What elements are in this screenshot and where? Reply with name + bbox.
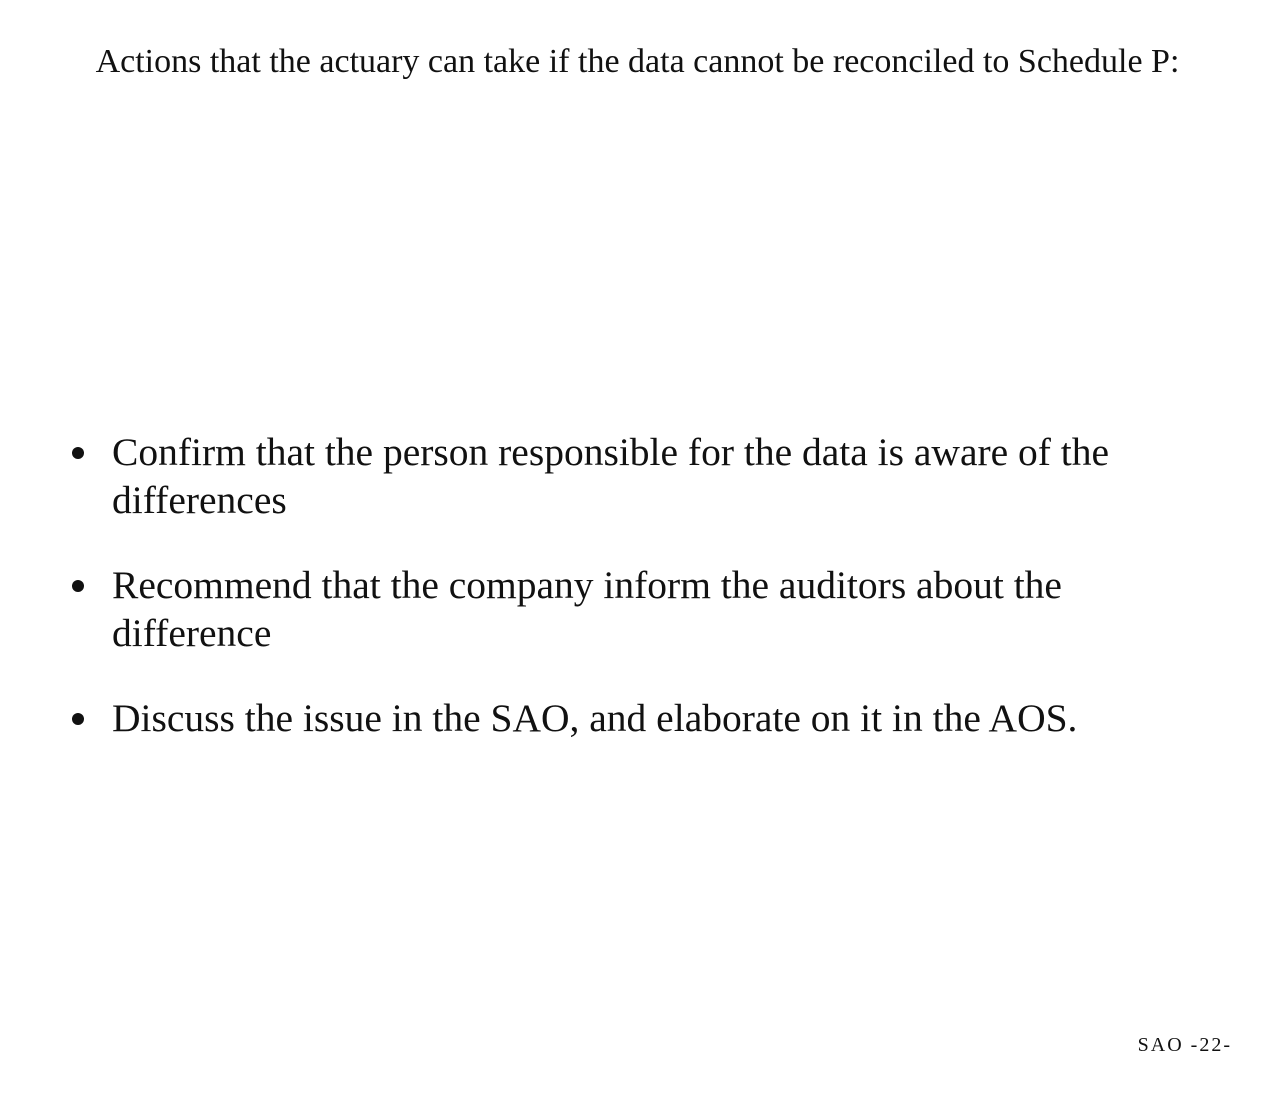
bullet-icon [72, 713, 84, 725]
page-title: Actions that the actuary can take if the data cannot be reconciled to Schedule P: [95, 43, 1180, 80]
bullet-icon [72, 580, 84, 592]
list-item-text: Discuss the issue in the SAO, and elaborate on it in the AOS. [112, 696, 1078, 740]
bullet-icon [72, 447, 84, 459]
list-item [70, 428, 1210, 524]
list-item-text: Recommend that the company inform the auditors about the difference [112, 563, 1062, 655]
list-item [70, 694, 1210, 742]
list-item-text: Confirm that the person responsible for the data is aware of the differences [112, 430, 1110, 522]
page-footer: SAO -22- [1137, 1034, 1232, 1056]
bullet-list [70, 428, 1210, 779]
list-item [70, 561, 1210, 657]
